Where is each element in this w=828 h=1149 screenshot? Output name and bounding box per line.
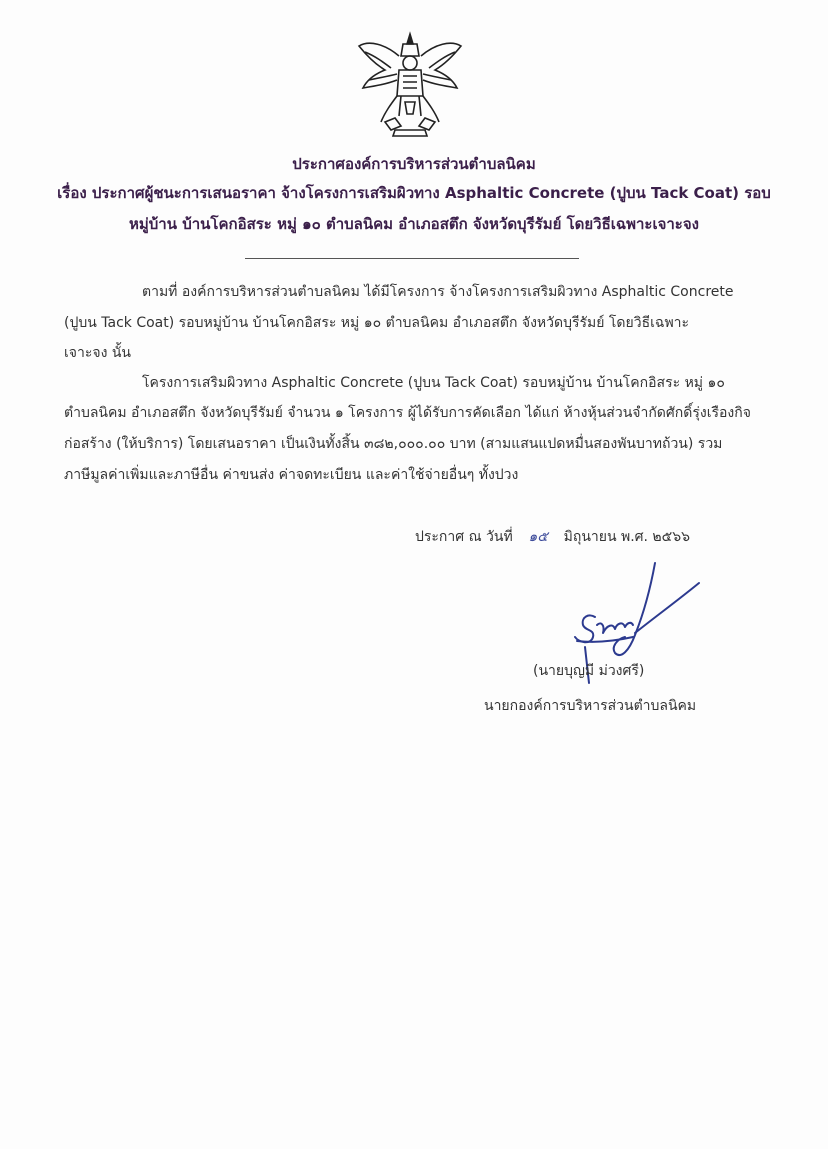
date-prefix: ประกาศ ณ วันที่	[415, 529, 513, 545]
paragraph2-line1: โครงการเสริมผิวทาง Asphaltic Concrete (ปูบน Tack Coat) รอบหมู่บ้าน บ้านโคกอิสระ หมู่ ๑๐	[142, 375, 725, 391]
paragraph1-line3: เจาะจง นั้น	[64, 345, 131, 361]
subject-line: เรื่อง ประกาศผู้ชนะการเสนอราคา จ้างโครงการเสริมผิวทาง Asphaltic Concrete (ปูบน Tack Coat) รอบ	[57, 184, 771, 202]
announcement-date	[415, 526, 690, 548]
paragraph2-line4: ภาษีมูลค่าเพิ่มและภาษีอื่น ค่าขนส่ง ค่าจดทะเบียน และค่าใช้จ่ายอื่นๆ ทั้งปวง	[64, 467, 519, 483]
paragraph1-line2: (ปูบน Tack Coat) รอบหมู่บ้าน บ้านโคกอิสระ หมู่ ๑๐ ตำบลนิคม อำเภอสตึก จังหวัดบุรีรัมย์ โดยวิธีเฉพาะ	[64, 315, 690, 331]
subject-line-continued: หมู่บ้าน บ้านโคกอิสระ หมู่ ๑๐ ตำบลนิคม อำเภอสตึก จังหวัดบุรีรัมย์ โดยวิธีเฉพาะเจาะจง	[129, 215, 699, 233]
document-title: ประกาศองค์การบริหารส่วนตำบลนิคม	[292, 155, 536, 173]
divider-line	[245, 258, 579, 259]
signatory-title: นายกองค์การบริหารส่วนตำบลนิคม	[484, 698, 697, 714]
signatory-name: (นายบุญมี ม่วงศรี)	[533, 663, 645, 679]
handwritten-signature-icon	[555, 555, 705, 705]
paragraph2-line2: ตำบลนิคม อำเภอสตึก จังหวัดบุรีรัมย์ จำนวน ๑ โครงการ ผู้ได้รับการคัดเลือก ได้แก่ ห้างหุ้นส่วนจำกัดศักดิ์รุ่งเรืองกิจ	[64, 405, 751, 421]
date-day-handwritten: ๑๕	[528, 529, 548, 545]
paragraph2-line3: ก่อสร้าง (ให้บริการ) โดยเสนอราคา เป็นเงินทั้งสิ้น ๓๘๒,๐๐๐.๐๐ บาท (สามแสนแปดหมื่นสองพันบาทถ้วน) รวม	[64, 436, 723, 452]
garuda-emblem-icon	[355, 30, 465, 138]
date-month-year: มิถุนายน พ.ศ. ๒๕๖๖	[563, 529, 691, 545]
paragraph1-line1: ตามที่ องค์การบริหารส่วนตำบลนิคม ได้มีโครงการ จ้างโครงการเสริมผิวทาง Asphaltic Concrete	[142, 284, 734, 300]
